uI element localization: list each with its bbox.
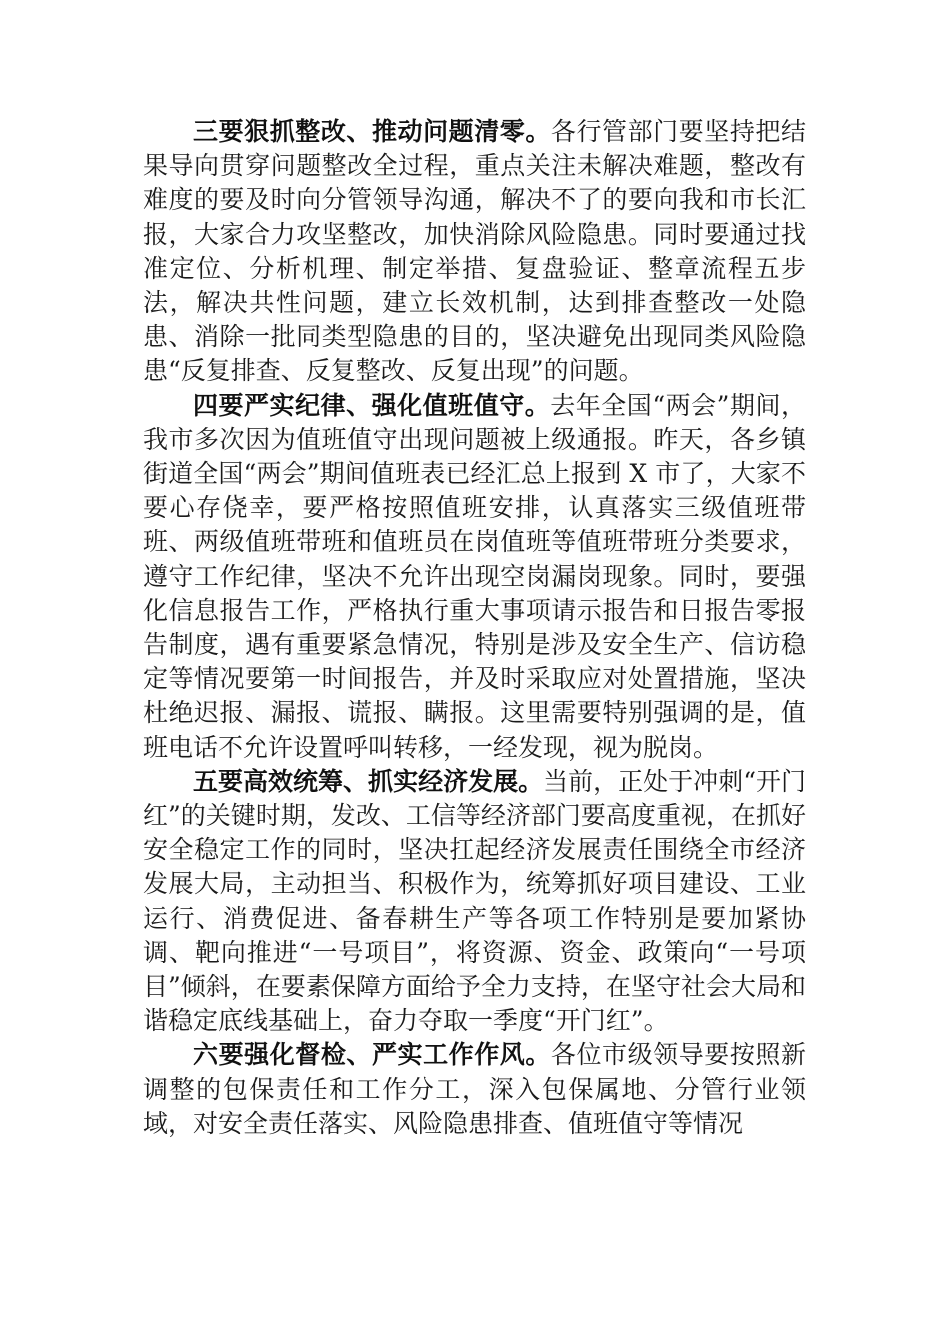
paragraph-4 (143, 389, 806, 765)
paragraph-heading: 五要高效统筹、抓实经济发展。 (193, 766, 544, 796)
paragraph-3 (143, 115, 806, 389)
paragraph-6 (143, 1038, 806, 1141)
paragraph-5 (143, 765, 806, 1039)
paragraph-text: 当前，正处于冲刺“开门红”的关键时期，发改、工信等经济部门要高度重视，在抓好安全稳定工作的同时，坚决扛起经济发展责任围绕全市经济发展大局，主动担当、积极作为，统筹抓好项目建设、工业运行、消费促进、备春耕生产等各项工作特别是要加紧协调、靶向推进“一号项目”，将资源、资金、政策向“一号项目”倾斜，在要素保障方面给予全力支持，在坚守社会大局和谐稳定底线基础上，奋力夺取一季度“开门红”。 (143, 766, 806, 1036)
paragraph-heading: 三要狠抓整改、推动问题清零。 (193, 117, 551, 146)
paragraph-text: 去年全国“两会”期间，我市多次因为值班值守出现问题被上级通报。昨天，各乡镇街道全国“两会”期间值班表已经汇总上报到 X 市了，大家不要心存侥幸，要严格按照值班安排，认真落实三级值班带班、两级值班带班和值班员在岗值班等值班带班分类要求，遵守工作纪律，坚决不允许出现空岗漏岗现象。同时，要强化信息报告工作，严格执行重大事项请示报告和日报告零报告制度，遇有重要紧急情况，特别是涉及安全生产、信访稳定等情况要第一时间报告，并及时采取应对处置措施，坚决杜绝迟报、漏报、谎报、瞒报。这里需要特别强调的是，值班电话不允许设置呼叫转移，一经发现，视为脱岗。 (143, 390, 806, 762)
document-body (143, 115, 806, 1141)
paragraph-heading: 四要严实纪律、强化值班值守。 (193, 390, 551, 420)
paragraph-text: 各行管部门要坚持把结果导向贯穿问题整改全过程，重点关注未解决难题，整改有难度的要及时向分管领导沟通，解决不了的要向我和市长汇报，大家合力攻坚整改，加快消除风险隐患。同时要通过找准定位、分析机理、制定举措、复盘验证、整章流程五步法，解决共性问题，建立长效机制，达到排查整改一处隐患、消除一批同类型隐患的目的，坚决避免出现同类风险隐患“反复排查、反复整改、反复出现”的问题。 (143, 117, 806, 386)
paragraph-text: 各位市级领导要按照新调整的包保责任和工作分工，深入包保属地、分管行业领域，对安全责任落实、风险隐患排查、值班值守等情况 (143, 1040, 806, 1138)
paragraph-heading: 六要强化督检、严实工作作风。 (193, 1040, 551, 1070)
